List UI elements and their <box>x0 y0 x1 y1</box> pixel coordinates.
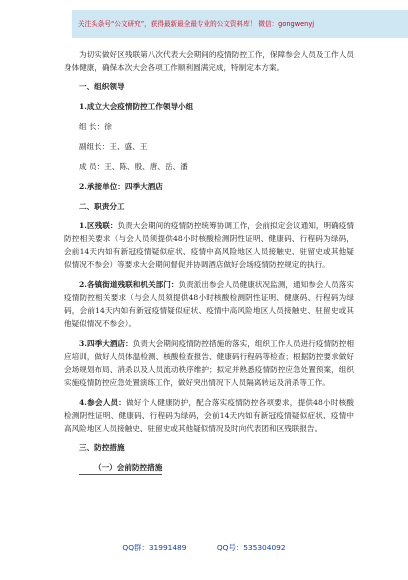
duty-paragraph-federation <box>64 219 354 271</box>
duty-lead-towns: 2.各镇街道残联和机关部门： <box>79 280 179 289</box>
promo-banner: 关注头条号“公文研究”，获得最新最全最专业的公文资料库！ 微信：gongwenyj <box>72 10 408 38</box>
section-heading-organization: 一、组织领导 <box>79 82 125 91</box>
subheading-leading-group: 1.成立大会疫情防控工作领导小组 <box>79 102 194 111</box>
section-heading-duties: 二、职责分工 <box>79 202 125 211</box>
group-members: 成 员：王、陈、殷、唐、岳、潘 <box>79 162 188 171</box>
subheading-pre-meeting-text: （一）会前防控措施 <box>79 462 162 475</box>
footer-qq-group: QQ群：31991489 <box>122 543 187 552</box>
footer-contacts <box>0 542 408 553</box>
duty-lead-attendees: 4.参会人员： <box>79 398 127 407</box>
duty-text-attendees: 做好个人健康防护，配合落实疫情防控各项要求，提供48小时核酸检测阴性证明、健康码、行程码为绿码，会前14天内如有新冠疫情疑似症状、疫情中高风险地区人员接触史、驻留史或其他疑似情况及时向代表团和区残联报告。 <box>64 398 354 433</box>
intro-paragraph: 为切实做好区残联第八次代表大会期间的疫情防控工作，保障参会人员及工作人员身体健康，确保本次大会各项工作顺利圆满完成，特制定本方案。 <box>64 50 354 72</box>
section-heading-measures: 三、防控措施 <box>79 443 125 452</box>
duty-text-hotel: 负责大会期间疫情防控措施的落实，组织工作人员进行疫情防控相应培训，做好人员体温检测、核酸检查报告、健康码行程码等检查；根据防控要求做好会场规划布局、消杀以及人员流动秩序维护；拟定并熟悉疫情防控应急处置预案，组织实施疫情防控应急处置演练工作，做好突出情况下人员隔离转运及消杀等工作。 <box>64 339 354 387</box>
group-leader: 组 长：徐 <box>79 122 112 131</box>
duty-paragraph-towns <box>64 278 354 330</box>
duty-text-towns: 负责派出参会人员健康状况监测，通知参会人员落实疫情防控相关要求（与会人员须提供48小时核酸检测阴性证明、健康码、行程码为绿码，会前14天内如有新冠疫情疑似症状、疫情中高风险地区人员接触史、驻留史或其他疑似情况不参会）。 <box>64 280 354 328</box>
duty-paragraph-hotel <box>64 337 354 389</box>
duty-lead-hotel: 3.四季大酒店： <box>79 339 133 348</box>
subheading-pre-meeting <box>64 461 354 475</box>
group-deputy: 副组长：王、盛、王 <box>79 142 148 151</box>
duty-lead-federation: 1.区残联： <box>79 221 118 230</box>
footer-qq-number: QQ号：535304092 <box>216 543 286 552</box>
duty-text-federation: 负责大会期间的疫情防控统筹协调工作，会前拟定会议通知，明确疫情防控相关要求（与会人员须提供48小时核酸检测阴性证明、健康码、行程码为绿码，会前14天内如有新冠疫情疑似症状、疫情中高风险地区人员接触史、驻留史或其他疑似情况不参会）等要求大会期间督促并协调酒店做好会场疫情防控规定的执行。 <box>64 221 355 269</box>
subheading-host-unit: 2.承接单位：四季大酒店 <box>79 182 163 191</box>
document-body <box>64 48 354 475</box>
duty-paragraph-attendees <box>64 396 354 435</box>
